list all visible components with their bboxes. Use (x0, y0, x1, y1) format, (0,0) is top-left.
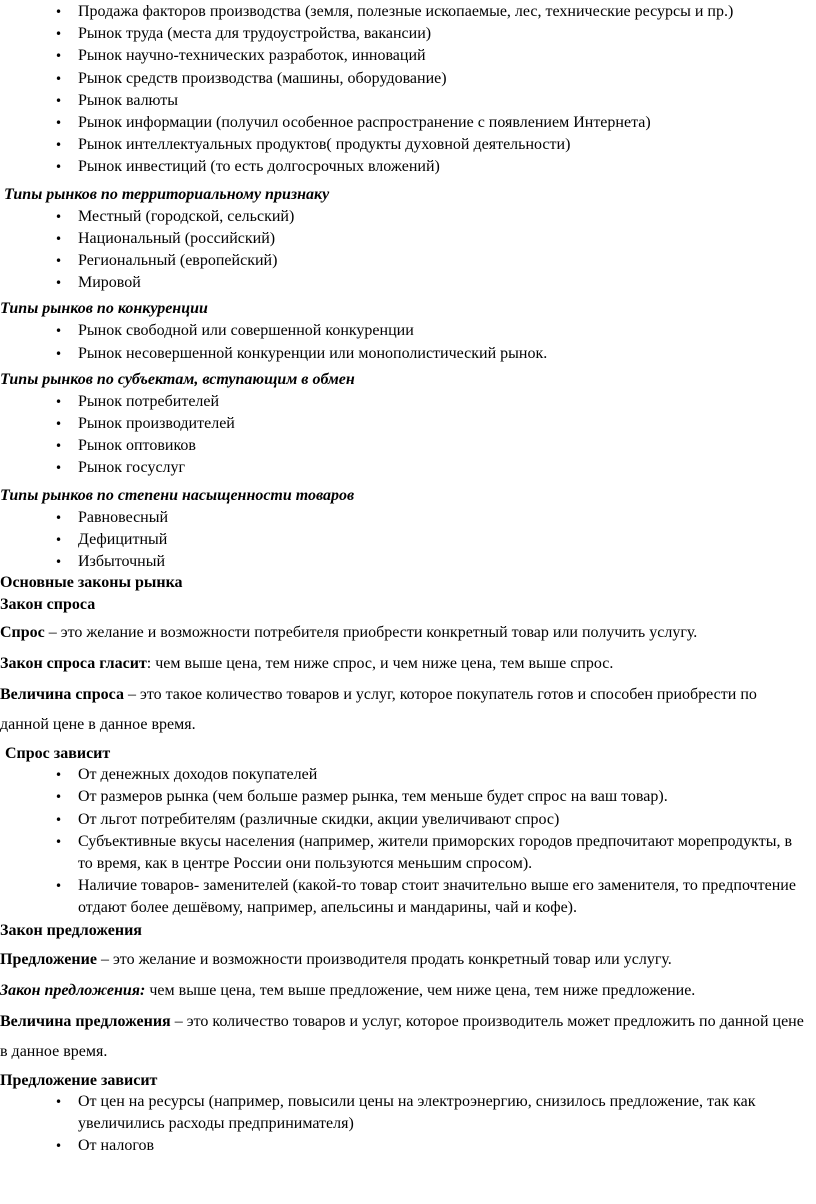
demand-quantity-definition (0, 680, 816, 740)
list-item: • Рынок оптовиков (0, 435, 816, 457)
supply-factors-list (0, 1091, 816, 1158)
supply-quantity-definition (0, 1007, 816, 1067)
list-item: • Равновесный (0, 507, 816, 529)
list-item: • От денежных доходов покупателей (0, 764, 816, 786)
list-item: • Рынок интеллектуальных продуктов( продукты духовной деятельности) (0, 134, 816, 156)
list-item: • Рынок средств производства (машины, оборудование) (0, 68, 816, 90)
definition-text: – это количество товаров и услуг, которое производитель может предложить по данной цене в данное время. (0, 1012, 804, 1060)
list-item: • Рынок госуслуг (0, 457, 816, 479)
heading-demand-depends: Спрос зависит (5, 745, 111, 763)
list-item: • Рынок производителей (0, 413, 816, 435)
list-item: • Дефицитный (0, 529, 816, 551)
term: Спрос (0, 624, 45, 642)
list-item: • Местный (городской, сельский) (0, 206, 816, 228)
list-item: • Национальный (российский) (0, 228, 816, 250)
term: Предложение (0, 950, 97, 968)
list-item: • Региональный (европейский) (0, 250, 816, 272)
list-item: • Наличие товаров- заменителей (какой-то товар стоит значительно выше его заменителя, то предпочтение отдают более дешёвому, например, апельсины и мандарины, чай и кофе). (0, 875, 816, 919)
supply-definition (0, 945, 816, 975)
factors-list (0, 1, 816, 179)
heading-competition: Типы рынков по конкуренции (0, 300, 208, 318)
term: Закон спроса гласит (0, 655, 147, 673)
document-page (0, 1, 816, 1157)
list-item: • От льгот потребителям (различные скидки, акции увеличивают спрос) (0, 809, 816, 831)
list-item: • Продажа факторов производства (земля, полезные ископаемые, лес, технические ресурсы и пр.) (0, 1, 816, 23)
saturation-list (0, 507, 816, 574)
list-item: • Рынок труда (места для трудоустройства, вакансии) (0, 23, 816, 45)
heading-supply-depends: Предложение зависит (0, 1071, 158, 1089)
competition-list (0, 320, 816, 364)
definition-text: – это желание и возможности потребителя приобрести конкретный товар или получить услугу. (44, 624, 698, 642)
list-item: • Рынок свободной или совершенной конкуренции (0, 320, 816, 342)
definition-text: чем выше цена, тем выше предложение, чем ниже цена, тем ниже предложение. (145, 981, 696, 999)
definition-text: – это такое количество товаров и услуг, которое покупатель готов и способен приобрести по данной цене в данное время. (0, 686, 757, 734)
list-item: • От размеров рынка (чем больше размер рынка, тем меньше будет спрос на ваш товар). (0, 786, 816, 808)
list-item: • Рынок валюты (0, 90, 816, 112)
heading-subjects: Типы рынков по субъектам, вступающим в обмен (0, 370, 355, 388)
list-item: • Субъективные вкусы населения (например, жители приморских городов предпочитают морепродукты, в то время, как в центре России они пользуются меньшим спросом). (0, 831, 816, 875)
list-item: • Рынок инвестиций (то есть долгосрочных вложений) (0, 156, 816, 178)
definition-text: – это желание и возможности производителя продать конкретный товар или услугу. (96, 950, 672, 968)
list-item: • Рынок информации (получил особенное распространение с появлением Интернета) (0, 112, 816, 134)
list-item: • От налогов (0, 1135, 816, 1157)
subjects-list (0, 391, 816, 480)
list-item: • Рынок научно-технических разработок, инноваций (0, 45, 816, 67)
list-item: • От цен на ресурсы (например, повысили цены на электроэнергию, снизилось предложение, так как увеличились расходы предпринимателя) (0, 1091, 816, 1135)
term: Величина спроса (0, 686, 124, 704)
list-item: • Мировой (0, 272, 816, 294)
supply-law-statement (0, 976, 816, 1006)
heading-territory: Типы рынков по территориальному признаку (4, 185, 330, 203)
list-item: • Рынок потребителей (0, 391, 816, 413)
list-item: • Избыточный (0, 551, 816, 573)
demand-definition (0, 618, 816, 648)
demand-law-statement (0, 649, 816, 679)
heading-supply-law: Закон предложения (0, 921, 142, 939)
term: Величина предложения (0, 1012, 171, 1030)
heading-market-laws: Основные законы рынка (0, 574, 183, 592)
term: Закон предложения: (0, 981, 146, 999)
territory-list (0, 206, 816, 295)
definition-text: : чем выше цена, тем ниже спрос, и чем ниже цена, тем выше спрос. (146, 655, 614, 673)
heading-demand-law: Закон спроса (0, 596, 96, 614)
heading-saturation: Типы рынков по степени насыщенности товаров (0, 486, 355, 504)
demand-factors-list (0, 764, 816, 919)
list-item: • Рынок несовершенной конкуренции или монополистический рынок. (0, 343, 816, 365)
